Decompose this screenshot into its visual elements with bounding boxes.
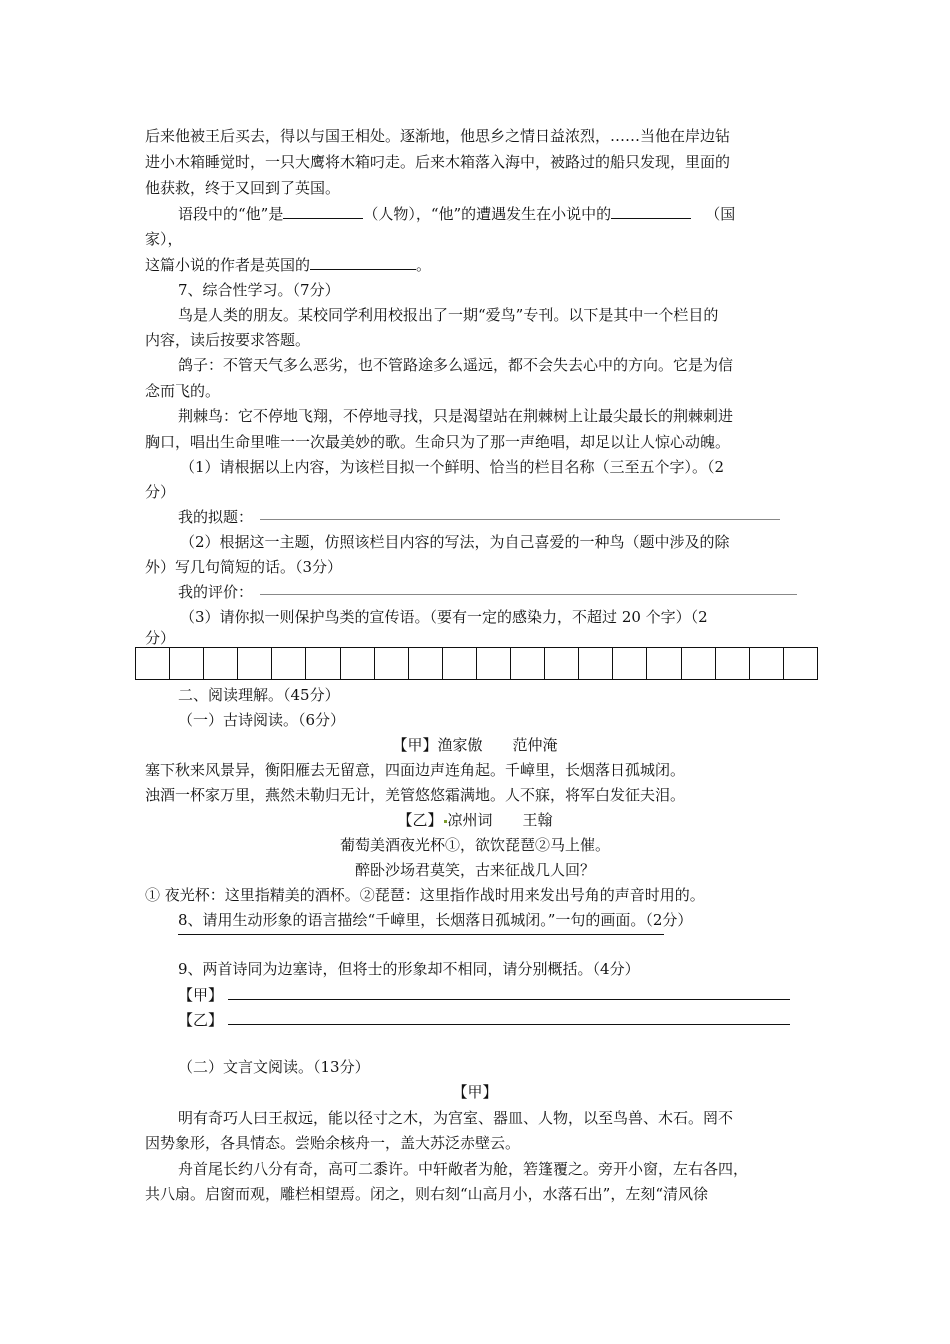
poem-jia-line: 浊酒一杯家万里，燕然未勒归无计，羌管悠悠霜满地。人不寐，将军白发征夫泪。 (145, 786, 686, 804)
grid-cell[interactable] (682, 648, 716, 679)
q6-line (145, 252, 431, 277)
classical-jia-title: 【甲】 (452, 1083, 498, 1101)
grid-cell[interactable] (409, 648, 443, 679)
grid-cell[interactable] (716, 648, 750, 679)
q6-blank-author[interactable] (310, 252, 416, 270)
grid-cell[interactable] (341, 648, 375, 679)
q9-yi-label: 【乙】 (178, 1011, 224, 1029)
q7-sub1: （1）请根据以上内容，为该栏目拟一个鲜明、恰当的栏目名称（三至五个字）。（2 (180, 458, 725, 476)
passage-line: 他获救，终于又回到了英国。 (145, 179, 341, 197)
classical-text-line: 共八扇。启窗而观，雕栏相望焉。闭之，则右刻“山高月小，水落石出”，左刻“清风徐 (145, 1185, 709, 1203)
q9-jia-label: 【甲】 (178, 986, 224, 1004)
poem-yi-name: 凉州词 王翰 (447, 811, 553, 829)
q7-sub2-answer-label: 我的评价： (178, 583, 254, 601)
q7-intro: 鸟是人类的朋友。某校同学利用校报出了一期“爱鸟”专刊。以下是其中一个栏目的 (178, 306, 719, 324)
poem-jia-title: 【甲】渔家傲 范仲淹 (392, 736, 558, 754)
poem-yi-title (0, 808, 950, 832)
classical-text-line: 明有奇巧人曰王叔远，能以径寸之木，为宫室、器皿、人物，以至鸟兽、木石。罔不 (178, 1109, 734, 1127)
q8: 8、请用生动形象的语言描绘“千嶂里，长烟落日孤城闭。”一句的画面。（2分） (178, 911, 693, 929)
grid-cell[interactable] (647, 648, 681, 679)
poem-jia-line: 塞下秋来风景异，衡阳雁去无留意，四面边声连角起。千嶂里，长烟落日孤城闭。 (145, 761, 686, 779)
passage-line: 进小木箱睡觉时，一只大鹰将木箱叼走。后来木箱落入海中，被路过的船只发现，里面的 (145, 153, 731, 171)
q7-pigeon: 念而飞的。 (145, 382, 221, 400)
grid-cell[interactable] (613, 648, 647, 679)
grid-cell[interactable] (306, 648, 340, 679)
q7-sub1: 分） (145, 483, 176, 501)
grid-cell[interactable] (511, 648, 545, 679)
q6-text: 。 (416, 256, 432, 274)
subsection-title: （二）文言文阅读。（13分） (178, 1058, 370, 1076)
q7-thornbird: 荆棘鸟：它不停地飞翔，不停地寻找，只是渴望站在荆棘树上让最尖最长的荆棘刺进 (178, 407, 734, 425)
q9-yi-answer-line[interactable] (228, 1024, 790, 1025)
q9-jia-answer-line[interactable] (228, 999, 790, 1000)
grid-cell[interactable] (477, 648, 511, 679)
grid-cell[interactable] (238, 648, 272, 679)
classical-text-line: 因势象形，各具情态。尝贻余核舟一，盖大苏泛赤壁云。 (145, 1134, 521, 1152)
poem-yi-line: 葡萄美酒夜光杯①，欲饮琵琶②马上催。 (339, 836, 610, 854)
classical-text-line: 舟首尾长约八分有奇，高可二黍许。中轩敞者为舱，箬篷覆之。旁开小窗，左右各四， (178, 1160, 749, 1178)
q6-text: 语段中的“他”是 (178, 205, 284, 223)
grid-cell[interactable] (443, 648, 477, 679)
grid-cell[interactable] (170, 648, 204, 679)
q6-text: 这篇小说的作者是英国的 (145, 256, 311, 274)
poem-yi-line: 醉卧沙场君莫笑，古来征战几人回？ (354, 861, 595, 879)
q7-sub2-answer-line[interactable] (260, 594, 797, 595)
grid-cell[interactable] (272, 648, 306, 679)
q9: 9、两首诗同为边塞诗，但将士的形象却不相同，请分别概括。（4分） (178, 960, 640, 978)
q7-thornbird: 胸口，唱出生命里唯一一次最美妙的歌。生命只为了那一声绝唱，却足以让人惊心动魄。 (145, 433, 731, 451)
q6-line: 家）， (145, 230, 183, 248)
q7-sub3: （3）请你拟一则保护鸟类的宣传语。（要有一定的感染力，不超过 20 个字）（2 (180, 608, 708, 626)
grid-cell[interactable] (750, 648, 784, 679)
q7-intro: 内容，读后按要求答题。 (145, 331, 311, 349)
subsection-title: （一）古诗阅读。（6分） (178, 711, 346, 729)
poem-yi-tag: 【乙】 (397, 811, 443, 829)
passage-line: 后来他被王后买去，得以与国王相处。逐渐地，他思乡之情日益浓烈，……当他在岸边钻 (145, 127, 731, 145)
q6-blank-country[interactable] (611, 201, 691, 219)
grid-cell[interactable] (784, 648, 817, 679)
grid-cell[interactable] (545, 648, 579, 679)
grid-cell[interactable] (136, 648, 170, 679)
q7-sub2: 外）写几句简短的话。（3分） (145, 558, 343, 576)
mark-dot (444, 820, 447, 823)
q6-blank-character[interactable] (283, 201, 363, 219)
grid-cell[interactable] (204, 648, 238, 679)
poem-notes: ① 夜光杯：这里指精美的酒杯。②琵琶：这里指作战时用来发出号角的声音时用的。 (145, 886, 705, 904)
q7-pigeon: 鸽子：不管天气多么恶劣，也不管路途多么遥远，都不会失去心中的方向。它是为信 (178, 356, 734, 374)
q8-answer-line[interactable] (178, 934, 664, 935)
q7-sub1-answer-label: 我的拟题： (178, 508, 254, 526)
q7-title: 7、综合性学习。（7分） (178, 281, 340, 299)
q7-sub3: 分） (145, 629, 176, 647)
q6-text: （人物），“他”的遭遇发生在小说中的 (363, 205, 612, 223)
q6-text: （国 (705, 205, 736, 223)
answer-grid[interactable] (135, 647, 818, 680)
grid-cell[interactable] (375, 648, 409, 679)
section-title: 二、阅读理解。（45分） (178, 686, 340, 704)
q7-sub1-answer-line[interactable] (260, 519, 780, 520)
q6-line (178, 201, 735, 226)
q7-sub2: （2）根据这一主题，仿照该栏目内容的写法，为自己喜爱的一种鸟（题中涉及的除 (180, 533, 730, 551)
grid-cell[interactable] (579, 648, 613, 679)
